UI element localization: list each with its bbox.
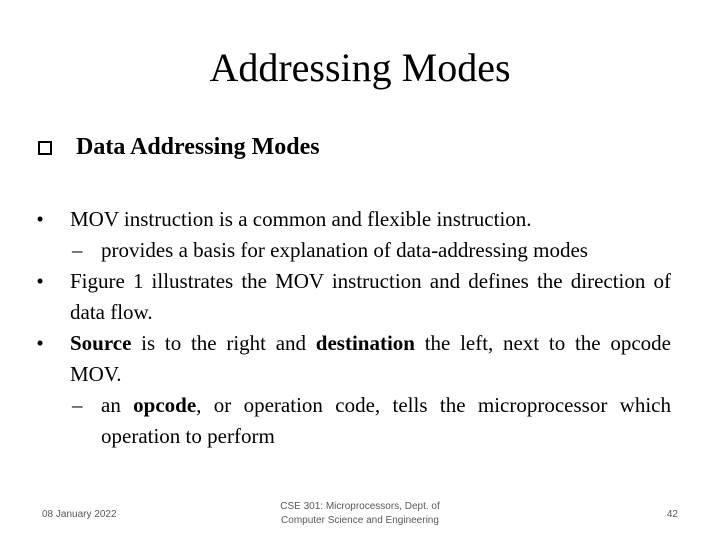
- bullet-dot-icon: •: [36, 331, 44, 355]
- section-heading: [38, 130, 320, 164]
- slide-body: [30, 204, 671, 452]
- bullet-dot-icon: •: [36, 269, 44, 293]
- dash-icon: –: [72, 238, 83, 262]
- dash-icon: –: [72, 393, 83, 417]
- footer-course-line: Computer Science and Engineering: [281, 515, 439, 526]
- checkbox-bullet-icon: [38, 141, 52, 155]
- sub-bullet-text: an: [101, 393, 134, 417]
- sub-bullet-text: , or operation code, tells the microprocessor which operation to perform: [101, 393, 671, 448]
- bullet-text: MOV instruction is a common and flexible instruction.: [70, 207, 532, 231]
- footer-course-line: CSE 301: Microprocessors, Dept. of: [280, 501, 440, 512]
- footer-date: 08 January 2022: [42, 509, 117, 520]
- sub-bullet-item: [30, 390, 671, 452]
- slide-title: Addressing Modes: [209, 45, 511, 90]
- bullet-item-mov: [30, 204, 671, 235]
- bullet-item-figure: [30, 266, 671, 328]
- footer-course: [250, 500, 470, 528]
- sub-bullet-text: provides a basis for explanation of data-addressing modes: [101, 238, 588, 262]
- bullet-item-source: [30, 328, 671, 390]
- sub-bullet-item: [30, 235, 671, 266]
- bullet-dot-icon: •: [36, 207, 44, 231]
- bullet-text: the left, next to the opcode MOV.: [70, 331, 671, 386]
- bullet-text: Figure 1 illustrates the MOV instruction and defines the direction of data flow.: [70, 269, 671, 324]
- bold-term-opcode: opcode: [133, 393, 197, 417]
- page-number: 42: [666, 509, 678, 520]
- bullet-text: is to the right and: [131, 331, 316, 355]
- section-heading-text: Data Addressing Modes: [76, 134, 320, 160]
- bold-term-destination: destination: [315, 331, 415, 355]
- bold-term-source: Source: [70, 331, 132, 355]
